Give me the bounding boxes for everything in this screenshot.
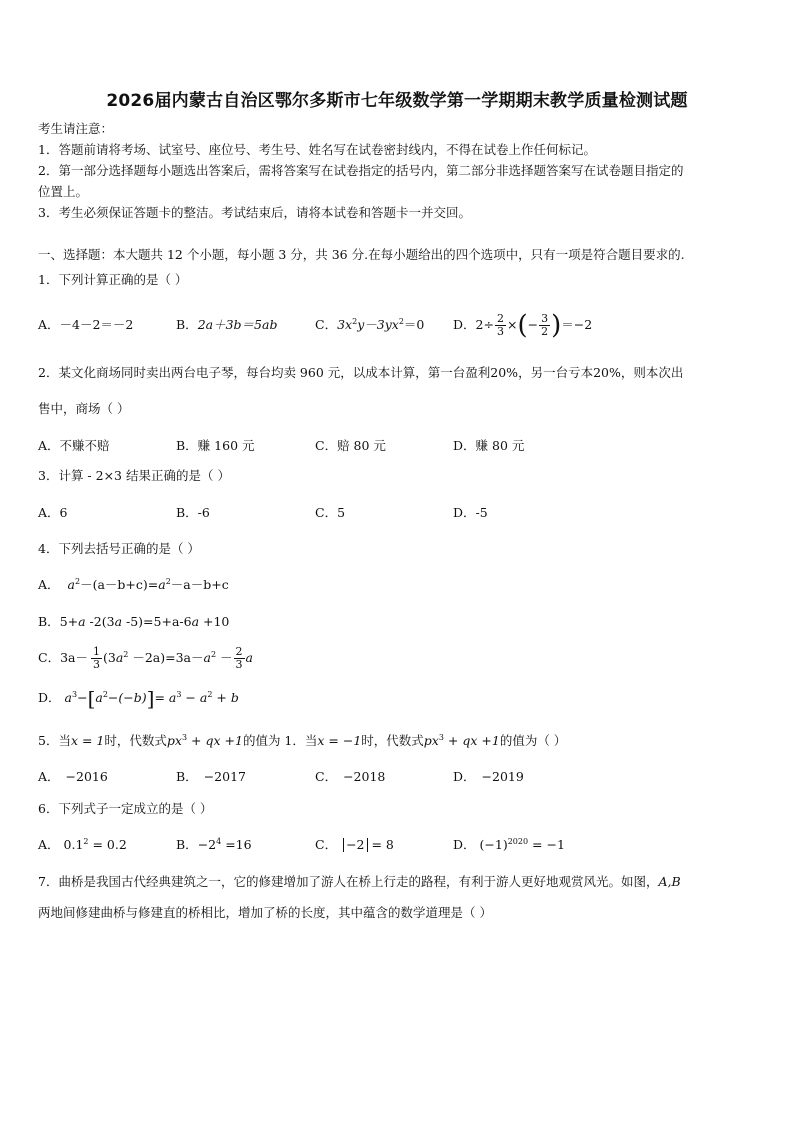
q2-stem-part2: ，另一台亏本 <box>518 365 594 380</box>
q6-d-label: D． <box>453 837 476 852</box>
q4-c-part6: － <box>216 650 233 665</box>
q2-pct2: 20% <box>593 365 621 380</box>
q4-d-part4: −(−b) <box>107 690 147 705</box>
q5-stem-part3: 的值为 1．当 <box>242 733 318 748</box>
q1-a-label: A． <box>38 317 60 332</box>
q5-expr1-b: + qx +1 <box>187 733 243 748</box>
q5-stem <box>38 733 566 749</box>
q4-stem: 4．下列去括号正确的是（ ） <box>38 541 200 556</box>
q4-c-part1: 3a－ <box>60 650 88 665</box>
q6-d-sup: 2020 <box>507 837 529 846</box>
q5-b-value: −2017 <box>203 769 246 784</box>
q5-expr2-sup: 3 <box>438 733 444 742</box>
q4-b-part4: +10 <box>199 614 230 629</box>
q4-d-label: D． <box>38 690 61 705</box>
q4-b-part1: 5+ <box>59 614 79 629</box>
q3-option-d[interactable]: D．-5 <box>453 505 488 520</box>
q5-expr1-a: px <box>166 733 182 748</box>
q1-d-post: ＝−2 <box>561 317 593 332</box>
q4-d-sup3: 3 <box>176 690 182 699</box>
q2-option-c[interactable]: C．赔 80 元 <box>315 438 386 453</box>
q6-d-part1: (−1) <box>479 837 508 852</box>
q2-option-b[interactable]: B．赚 160 元 <box>176 438 255 453</box>
q4-c-sup2: 2 <box>210 650 217 659</box>
q6-a-part1: 0.1 <box>63 837 84 852</box>
q4-b-label: B． <box>38 614 60 629</box>
q5-stem-part2: 时，代数式 <box>104 733 167 748</box>
q4-a-part1: a <box>67 577 75 592</box>
q4-c-frac-1-3 <box>91 646 102 671</box>
q5-stem-part1: 5．当 <box>38 733 71 748</box>
q6-b-sup: 4 <box>216 837 222 846</box>
q4-a-sup1: 2 <box>74 577 81 586</box>
q2-pct1: 20% <box>490 365 519 380</box>
q4-c-frac-2-3 <box>234 646 245 671</box>
q6-option-b[interactable] <box>176 836 252 854</box>
q1-d-frac1-num: 2 <box>496 312 504 325</box>
q1-c-sup1: 2 <box>352 317 358 326</box>
q6-a-part2: = 0.2 <box>88 837 127 852</box>
q3-option-b[interactable]: B．-6 <box>176 505 210 520</box>
q4-c-part4: －2a)=3a－ <box>128 650 204 665</box>
q4-c-frac-2-3-den: 3 <box>235 658 243 671</box>
q1-c-part1: 3x <box>337 317 353 332</box>
q1-option-a[interactable] <box>38 316 133 334</box>
q6-c-abs: −2 <box>343 838 367 852</box>
q1-b-text: 2a＋3b＝5ab <box>197 317 278 332</box>
q1-b-label: B． <box>176 317 198 332</box>
q2-stem-part3: ，则本次出 <box>620 365 684 380</box>
q1-d-lparen: ( <box>517 310 528 341</box>
q5-option-c[interactable] <box>315 768 385 786</box>
q3-stem: 3．计算 - 2×3 结果正确的是（ ） <box>38 468 230 483</box>
q2-stem <box>38 365 683 381</box>
section-heading: 一、选择题：本大题共 12 个小题，每小题 3 分，共 36 分.在每小题给出的四个选项中，只有一项是符合题目要求的. <box>38 247 685 262</box>
q7-ab: A,B <box>658 874 681 889</box>
q1-option-b[interactable] <box>176 316 277 334</box>
q1-option-d[interactable] <box>453 306 592 344</box>
q5-option-b[interactable] <box>176 768 246 786</box>
q4-d-part6: − a <box>181 690 208 705</box>
q1-d-frac2-num: 3 <box>541 312 549 325</box>
q1-d-pre: 2÷ <box>475 317 494 332</box>
q5-x2: x = −1 <box>317 733 362 748</box>
q5-option-a[interactable] <box>38 768 108 786</box>
q4-d-part3: a <box>95 690 103 705</box>
notice-item-3: 3．考生必须保证答题卡的整洁。考试结束后，请将本试卷和答题卡一并交回。 <box>38 205 471 220</box>
q4-a-label: A． <box>38 577 60 592</box>
q7-stem-part1: 7．曲桥是我国古代经典建筑之一，它的修建增加了游人在桥上行走的路程，有利于游人更好地观赏风光。如图， <box>38 874 659 889</box>
notice-item-2: 2．第一部分选择题每小题选出答案后，需将答案写在试卷指定的括号内，第二部分非选择题答案写在试卷题目指定的 <box>38 163 684 178</box>
q4-c-part7: a <box>245 650 253 665</box>
q5-expr2-b: + qx +1 <box>443 733 500 748</box>
q3-option-c[interactable]: C．5 <box>315 505 346 520</box>
q7-stem-line2: 两地间修建曲桥与修建直的桥相比，增加了桥的长度，其中蕴含的数学道理是（ ） <box>38 905 492 920</box>
q4-d-part5: = a <box>154 690 177 705</box>
q4-b-a2: a <box>114 614 123 629</box>
q4-b-part2: -2(3 <box>85 614 115 629</box>
q2-stem-part1: 2．某文化商场同时卖出两台电子琴，每台均卖 960 元，以成本计算，第一台盈利 <box>38 365 491 380</box>
q4-a-part2: －(a－b+c)= <box>80 577 159 592</box>
q5-expr1-sup: 3 <box>181 733 188 742</box>
q4-b-part3: -5)=5+a-6 <box>122 614 192 629</box>
q5-d-label: D． <box>453 769 476 784</box>
q1-d-frac1-den: 3 <box>496 325 504 338</box>
q4-c-frac-2-3-num: 2 <box>235 645 243 658</box>
q1-d-frac1 <box>495 313 506 338</box>
q1-c-label: C． <box>315 317 338 332</box>
q5-stem-part4: 时，代数式 <box>361 733 424 748</box>
q6-option-a[interactable] <box>38 836 127 854</box>
q5-stem-part5: 的值为（ ） <box>499 733 567 748</box>
q4-c-part5: a <box>203 650 211 665</box>
q5-expr2-a: px <box>423 733 439 748</box>
q5-c-label: C． <box>315 769 338 784</box>
q5-option-d[interactable] <box>453 768 524 786</box>
q6-c-label: C． <box>315 837 338 852</box>
q1-c-part3: ＝0 <box>403 317 425 332</box>
q4-c-part2: (3 <box>102 650 116 665</box>
q6-stem: 6．下列式子一定成立的是（ ） <box>38 801 213 816</box>
q7-stem-line1 <box>38 874 681 890</box>
notice-item-2-cont: 位置上。 <box>38 184 89 199</box>
q4-c-label: C． <box>38 650 61 665</box>
q5-c-value: −2018 <box>343 769 386 784</box>
q4-d-part1: a <box>64 690 72 705</box>
q4-option-b[interactable] <box>38 613 229 631</box>
q6-d-part2: = −1 <box>528 837 565 852</box>
q4-d-part7: + b <box>212 690 239 705</box>
q1-d-times: × <box>506 317 518 332</box>
page-title: 2026届内蒙古自治区鄂尔多斯市七年级数学第一学期期末教学质量检测试题 <box>106 91 688 111</box>
q5-d-value: −2019 <box>481 769 524 784</box>
q5-b-label: B． <box>176 769 198 784</box>
q4-d-sup2: 2 <box>102 690 108 699</box>
q4-b-a3: a <box>191 614 200 629</box>
q6-b-part1: −2 <box>197 837 217 852</box>
q1-a-text: －4－2＝－2 <box>59 317 134 332</box>
q4-a-sup2: 2 <box>165 577 171 586</box>
q4-d-rbracket: ] <box>146 686 155 711</box>
q5-a-value: −2016 <box>65 769 108 784</box>
q6-b-label: B． <box>176 837 198 852</box>
q1-stem: 1．下列计算正确的是（ ） <box>38 272 188 287</box>
q1-d-frac2 <box>539 313 550 338</box>
q1-d-rparen: ) <box>551 310 562 341</box>
notice-heading: 考生请注意： <box>38 121 114 136</box>
q5-a-label: A． <box>38 769 60 784</box>
q4-d-sup4: 2 <box>207 690 213 699</box>
notice-item-1: 1．答题前请将考场、试室号、座位号、考生号、姓名写在试卷密封线内，不得在试卷上作任何标记。 <box>38 142 596 157</box>
q4-a-part4: －a－b+c <box>170 577 229 592</box>
q1-d-label: D． <box>453 317 476 332</box>
q6-a-label: A． <box>38 837 60 852</box>
q4-option-d[interactable] <box>38 686 239 711</box>
q6-option-d[interactable] <box>453 836 565 854</box>
q1-d-neg: − <box>527 317 539 332</box>
q3-option-a[interactable]: A．6 <box>38 505 68 520</box>
q4-c-sup1: 2 <box>123 650 129 659</box>
q6-option-c[interactable] <box>315 836 394 854</box>
q4-d-part2: − <box>77 690 88 705</box>
q4-option-c[interactable] <box>38 640 253 676</box>
q4-d-lbracket: [ <box>87 686 96 711</box>
q4-c-frac-1-3-num: 1 <box>92 645 100 658</box>
q4-b-a1: a <box>78 614 86 629</box>
q1-c-sup2: 2 <box>398 317 404 326</box>
q4-option-a[interactable] <box>38 576 229 594</box>
q4-a-part3: a <box>158 577 166 592</box>
q6-a-sup: 2 <box>83 837 89 846</box>
q6-b-part2: =16 <box>221 837 252 852</box>
q2-option-d[interactable]: D．赚 80 元 <box>453 438 525 453</box>
q1-option-c[interactable] <box>315 316 424 334</box>
q5-x1: x = 1 <box>70 733 105 748</box>
q4-c-frac-1-3-den: 3 <box>92 658 100 671</box>
q4-d-sup1: 3 <box>71 690 78 699</box>
q2-stem-line2: 售中，商场（ ） <box>38 401 130 416</box>
q1-d-frac2-den: 2 <box>541 325 549 338</box>
q1-c-part2: y－3yx <box>357 317 399 332</box>
q4-c-part3: a <box>115 650 124 665</box>
q2-option-a[interactable]: A．不赚不赔 <box>38 438 110 453</box>
q6-c-part2: = 8 <box>367 837 394 852</box>
